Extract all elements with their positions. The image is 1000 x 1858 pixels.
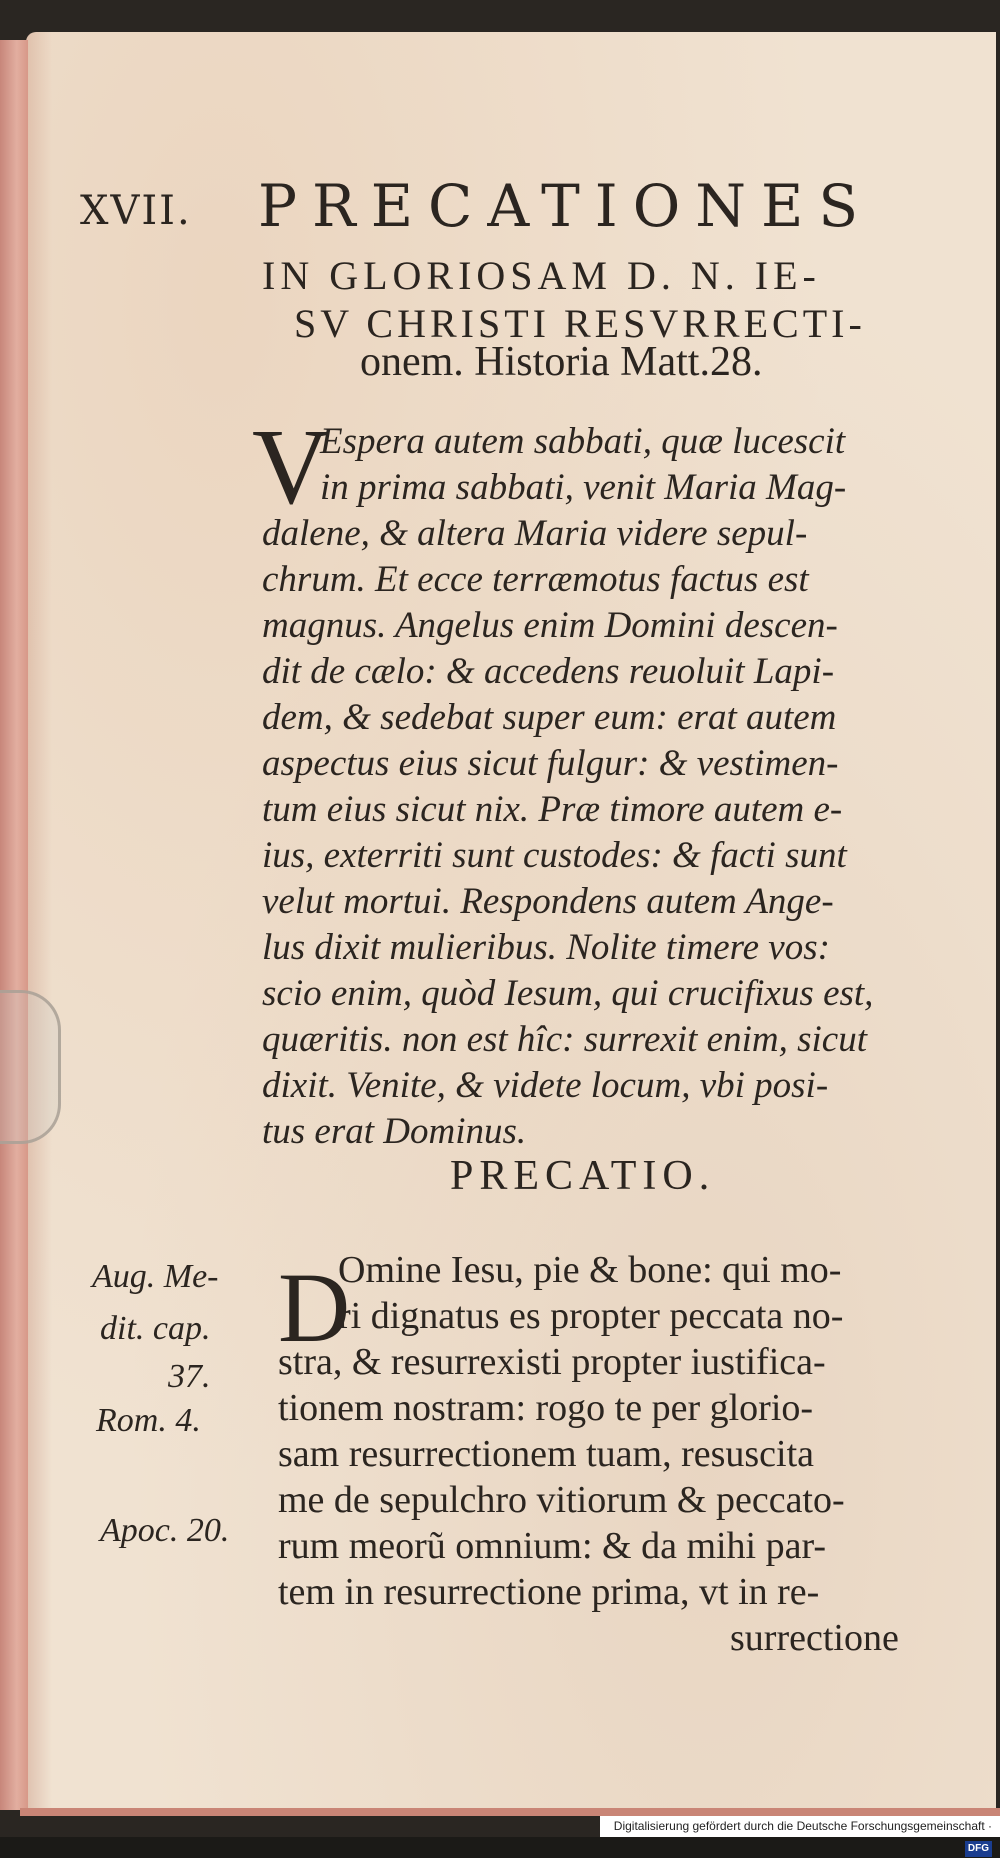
scripture-line: ius, exterriti sunt custodes: & facti sunt — [262, 835, 847, 876]
prayer-catchword: surrectione — [730, 1617, 899, 1659]
prayer-line: rum meorũ omnium: & da mihi par- — [278, 1525, 827, 1567]
subtitle-line-2: SV CHRISTI RESVRRECTI- — [294, 301, 866, 346]
prayer-line: ri dignatus es propter peccata no- — [338, 1295, 844, 1337]
scripture-line: chrum. Et ecce terræmotus factus est — [262, 559, 809, 600]
prayer-line: sam resurrectionem tuam, resuscita — [278, 1433, 815, 1475]
prayer-line: me de sepulchro vitiorum & peccato- — [278, 1479, 845, 1521]
digitization-footer — [600, 1816, 1000, 1854]
margin-note: Aug. Me- — [92, 1258, 219, 1295]
page-clip — [0, 990, 61, 1144]
scripture-line: quæritis. non est hîc: surrexit enim, sicut — [262, 1019, 867, 1060]
scripture-line: lus dixit mulieribus. Nolite timere vos: — [262, 927, 830, 968]
scripture-line: tum eius sicut nix. Præ timore autem e- — [262, 789, 843, 830]
page-title: PRECATIONES — [258, 172, 874, 240]
scripture-drop-cap: V — [252, 408, 330, 527]
scripture-line: aspectus eius sicut fulgur: & vestimen- — [262, 743, 839, 784]
page-edge-left — [0, 40, 28, 1810]
scripture-line: dixit. Venite, & videte locum, vbi posi- — [262, 1065, 829, 1106]
prayer-line: Omine Iesu, pie & bone: qui mo- — [338, 1249, 842, 1291]
margin-note: Rom. 4. — [96, 1402, 201, 1439]
page-edge-bottom — [20, 1808, 1000, 1816]
dfg-logo: DFG — [965, 1841, 992, 1857]
margin-note: 37. — [168, 1358, 211, 1395]
scripture-line: velut mortui. Respondens autem Ange- — [262, 881, 834, 922]
subtitle-line-1: IN GLORIOSAM D. N. IE- — [262, 253, 821, 298]
prayer-line: stra, & resurrexisti propter iustifica- — [278, 1341, 826, 1383]
prayer-heading: PRECATIO. — [450, 1153, 716, 1199]
scripture-line: magnus. Angelus enim Domini descen- — [262, 605, 838, 646]
prayer-drop-cap: D — [278, 1252, 351, 1363]
margin-note: Apoc. 20. — [100, 1512, 230, 1549]
section-number: XVII. — [80, 188, 192, 234]
prayer-line: tem in resurrectione prima, vt in re- — [278, 1571, 820, 1613]
margin-note: dit. cap. — [100, 1310, 211, 1347]
footer-text: Digitalisierung gefördert durch die Deutsche Forschungsgemeinschaft · — [613, 1819, 992, 1833]
scripture-line: dit de cælo: & accedens reuoluit Lapi- — [262, 651, 835, 692]
scripture-line: tus erat Dominus. — [262, 1111, 527, 1152]
scripture-line: dem, & sedebat super eum: erat autem — [262, 697, 837, 738]
scripture-line: dalene, & altera Maria videre sepul- — [262, 513, 808, 554]
scripture-line: scio enim, quòd Iesum, qui crucifixus est, — [262, 973, 874, 1014]
scripture-line: in prima sabbati, venit Maria Mag- — [320, 467, 847, 508]
scripture-line: Espera autem sabbati, quæ lucescit — [320, 421, 846, 462]
prayer-line: tionem nostram: rogo te per glorio- — [278, 1387, 814, 1429]
subtitle-line-3: onem. Historia Matt.28. — [360, 339, 763, 385]
